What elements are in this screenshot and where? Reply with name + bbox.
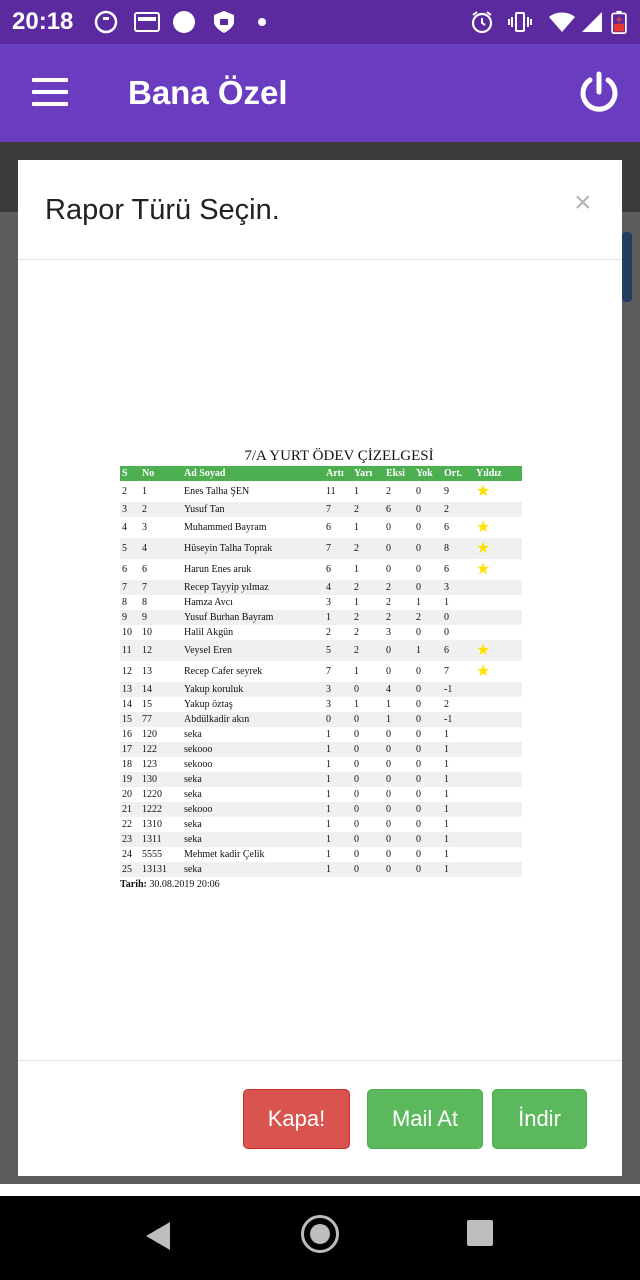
star-icon: ★ (476, 518, 491, 536)
minus-count-cell: 2 (386, 486, 391, 497)
plus-count-cell: 1 (326, 729, 331, 740)
plus-count-cell: 1 (324, 610, 352, 625)
back-icon[interactable] (146, 1222, 170, 1250)
column-header: Yarı (352, 466, 384, 481)
notification-dot (258, 18, 266, 26)
wifi-icon (548, 10, 576, 34)
row-number-cell: 23 (120, 832, 140, 847)
status-bar (0, 0, 640, 44)
student-name-cell: seka (182, 832, 324, 847)
student-no-cell: 9 (140, 610, 182, 625)
star-cell (474, 772, 522, 787)
table-row (120, 862, 522, 877)
average-cell: 1 (442, 772, 474, 787)
star-cell (474, 580, 522, 595)
half-count-cell: 1 (354, 522, 359, 533)
table-row (120, 802, 522, 817)
plus-count-cell: 1 (324, 772, 352, 787)
student-name-cell: Abdülkadir akın (182, 712, 324, 727)
minus-count-cell: 6 (384, 502, 414, 517)
close-icon[interactable]: × (574, 186, 592, 219)
minus-count-cell: 0 (384, 862, 414, 877)
star-cell (474, 595, 522, 610)
average-cell: 1 (442, 802, 474, 817)
star-cell (474, 625, 522, 640)
student-name-cell: sekooo (184, 759, 213, 770)
half-count-cell: 0 (352, 802, 384, 817)
plus-count-cell: 4 (324, 580, 352, 595)
row-number-cell: 19 (120, 772, 140, 787)
row-number-cell: 13 (120, 682, 140, 697)
average-cell: 1 (444, 729, 449, 740)
minus-count-cell: 0 (386, 789, 391, 800)
average-cell: 1 (444, 819, 449, 830)
half-count-cell: 0 (354, 759, 359, 770)
star-icon: ★ (476, 482, 491, 500)
minus-count-cell: 0 (386, 759, 391, 770)
student-name-cell: Halil Akgün (184, 627, 234, 638)
plus-count-cell: 7 (326, 666, 331, 677)
table-row (120, 712, 522, 727)
plus-count-cell: 1 (326, 819, 331, 830)
alarm-icon (470, 10, 494, 34)
column-header: Yıldız (474, 466, 522, 481)
table-row (120, 610, 522, 625)
plus-count-cell: 3 (326, 597, 331, 608)
student-name-cell: seka (184, 819, 202, 830)
row-number-cell: 22 (122, 819, 132, 830)
student-no-cell: 13131 (140, 862, 182, 877)
table-row (120, 595, 522, 610)
column-header: Ad Soyad (182, 466, 324, 481)
minus-count-cell: 3 (386, 627, 391, 638)
absent-count-cell: 0 (414, 538, 442, 559)
absent-count-cell: 0 (416, 666, 421, 677)
student-no-cell: 12 (140, 640, 182, 661)
average-cell: 1 (442, 862, 474, 877)
star-cell (474, 727, 522, 742)
absent-count-cell: 0 (414, 862, 442, 877)
student-name-cell: Yakup koruluk (182, 682, 324, 697)
plus-count-cell: 1 (326, 849, 331, 860)
row-number-cell: 8 (122, 597, 127, 608)
plus-count-cell: 3 (326, 699, 331, 710)
student-name-cell: seka (182, 862, 324, 877)
minus-count-cell: 0 (386, 564, 391, 575)
absent-count-cell: 0 (416, 729, 421, 740)
plus-count-cell: 3 (324, 682, 352, 697)
average-cell: 1 (444, 849, 449, 860)
column-header: No (140, 466, 182, 481)
student-name-cell: Harun Enes aruk (184, 564, 252, 575)
table-row (120, 661, 522, 682)
student-name-cell: sekooo (182, 802, 324, 817)
half-count-cell: 1 (354, 699, 359, 710)
minus-count-cell: 1 (384, 712, 414, 727)
half-count-cell: 2 (352, 610, 384, 625)
average-cell: 3 (442, 580, 474, 595)
student-no-cell: 3 (142, 522, 147, 533)
bottom-gap (0, 1184, 640, 1196)
average-cell: 0 (442, 610, 474, 625)
average-cell: 1 (442, 832, 474, 847)
minus-count-cell: 0 (384, 640, 414, 661)
absent-count-cell: 0 (416, 699, 421, 710)
average-cell: -1 (442, 712, 474, 727)
half-count-cell: 0 (354, 729, 359, 740)
download-button[interactable]: İndir (492, 1089, 587, 1149)
half-count-cell: 1 (354, 564, 359, 575)
row-number-cell: 18 (122, 759, 132, 770)
half-count-cell: 0 (352, 742, 384, 757)
minus-count-cell: 2 (386, 597, 391, 608)
absent-count-cell: 0 (414, 712, 442, 727)
average-cell: 1 (444, 759, 449, 770)
whatsapp-icon (94, 10, 118, 34)
vibrate-icon (508, 10, 532, 34)
student-no-cell: 2 (140, 502, 182, 517)
average-cell: 9 (444, 486, 449, 497)
half-count-cell: 0 (352, 772, 384, 787)
absent-count-cell: 0 (416, 759, 421, 770)
star-cell (474, 757, 522, 772)
minus-count-cell: 1 (386, 699, 391, 710)
absent-count-cell: 1 (414, 640, 442, 661)
student-no-cell: 8 (142, 597, 147, 608)
average-cell: 6 (444, 564, 449, 575)
star-cell (474, 697, 522, 712)
row-number-cell: 12 (122, 666, 132, 677)
average-cell: -1 (442, 682, 474, 697)
row-number-cell: 20 (122, 789, 132, 800)
hamburger-icon[interactable] (32, 78, 68, 106)
absent-count-cell: 2 (414, 610, 442, 625)
student-no-cell: 77 (140, 712, 182, 727)
send-mail-button[interactable]: Mail At (367, 1089, 483, 1149)
half-count-cell: 2 (352, 538, 384, 559)
student-name-cell: Hamza Avcı (184, 597, 233, 608)
report-date-value: 30.08.2019 20:06 (149, 879, 220, 890)
row-number-cell: 9 (120, 610, 140, 625)
row-number-cell: 11 (120, 640, 140, 661)
absent-count-cell: 0 (416, 819, 421, 830)
row-number-cell: 17 (120, 742, 140, 757)
close-button[interactable]: Kapa! (243, 1089, 350, 1149)
plus-count-cell: 6 (326, 564, 331, 575)
table-row (120, 559, 522, 580)
half-count-cell: 2 (354, 627, 359, 638)
student-no-cell: 5555 (142, 849, 162, 860)
star-icon: ★ (474, 538, 522, 559)
student-no-cell: 123 (142, 759, 157, 770)
column-header: Eksi (384, 466, 414, 481)
student-name-cell: Yakup öztaş (184, 699, 233, 710)
student-name-cell: seka (184, 729, 202, 740)
student-no-cell: 130 (140, 772, 182, 787)
row-number-cell: 24 (122, 849, 132, 860)
modal-title: Rapor Türü Seçin. (45, 194, 280, 226)
student-no-cell: 13 (142, 666, 152, 677)
news-icon (134, 10, 160, 34)
absent-count-cell: 0 (416, 849, 421, 860)
row-number-cell: 15 (120, 712, 140, 727)
student-name-cell: sekooo (182, 742, 324, 757)
status-time: 20:18 (12, 8, 74, 35)
signal-icon (580, 10, 604, 34)
average-cell: 2 (444, 699, 449, 710)
modal-footer (18, 1060, 622, 1176)
minus-count-cell: 0 (384, 538, 414, 559)
student-name-cell: Mehmet kadir Çelik (184, 849, 265, 860)
plus-count-cell: 2 (326, 627, 331, 638)
average-cell: 1 (442, 742, 474, 757)
student-no-cell: 1220 (142, 789, 162, 800)
table-row (120, 517, 522, 538)
star-icon: ★ (476, 662, 491, 680)
report-header-row (120, 466, 522, 481)
half-count-cell: 2 (352, 580, 384, 595)
student-name-cell: Enes Talha ŞEN (184, 486, 250, 497)
star-cell (474, 802, 522, 817)
background-card-edge (622, 232, 632, 302)
half-count-cell: 0 (354, 819, 359, 830)
star-cell (474, 610, 522, 625)
minus-count-cell: 0 (384, 832, 414, 847)
table-row (120, 772, 522, 787)
table-row (120, 538, 522, 559)
star-icon: ★ (476, 560, 491, 578)
student-no-cell: 7 (140, 580, 182, 595)
half-count-cell: 0 (352, 682, 384, 697)
table-row (120, 580, 522, 595)
table-row (120, 697, 522, 712)
recent-apps-icon[interactable] (467, 1220, 493, 1246)
app-title: Bana Özel (128, 74, 288, 111)
column-header: Ort. (442, 466, 474, 481)
battery-icon (610, 10, 628, 34)
minus-count-cell: 0 (386, 729, 391, 740)
student-no-cell: 1311 (140, 832, 182, 847)
modal-header (18, 160, 622, 260)
plus-count-cell: 6 (326, 522, 331, 533)
star-cell (474, 817, 522, 832)
student-name-cell: seka (182, 772, 324, 787)
minus-count-cell: 0 (386, 666, 391, 677)
student-name-cell: Recep Cafer seyrek (184, 666, 263, 677)
row-number-cell: 7 (120, 580, 140, 595)
column-header: Artı (324, 466, 352, 481)
star-cell (474, 832, 522, 847)
star-cell (474, 742, 522, 757)
table-row (120, 757, 522, 772)
shield-app-icon (212, 10, 236, 34)
plus-count-cell: 1 (324, 742, 352, 757)
report-title: 7/A YURT ÖDEV ÇİZELGESİ (244, 448, 434, 464)
average-cell: 1 (444, 597, 449, 608)
plus-count-cell: 1 (324, 862, 352, 877)
half-count-cell: 0 (352, 832, 384, 847)
student-name-cell: Muhammed Bayram (184, 522, 267, 533)
row-number-cell: 6 (122, 564, 127, 575)
average-cell: 7 (444, 666, 449, 677)
home-icon[interactable] (301, 1215, 339, 1253)
navigation-bar (0, 1196, 640, 1280)
half-count-cell: 1 (354, 666, 359, 677)
star-cell (474, 712, 522, 727)
absent-count-cell: 0 (416, 789, 421, 800)
plus-count-cell: 1 (326, 759, 331, 770)
absent-count-cell: 0 (414, 742, 442, 757)
plus-count-cell: 11 (326, 486, 336, 497)
minus-count-cell: 0 (384, 772, 414, 787)
student-name-cell: seka (184, 789, 202, 800)
student-no-cell: 120 (142, 729, 157, 740)
half-count-cell: 0 (352, 712, 384, 727)
star-cell (474, 787, 522, 802)
table-row (120, 847, 522, 862)
report-preview (120, 445, 522, 890)
star-cell (474, 847, 522, 862)
student-no-cell: 1 (142, 486, 147, 497)
absent-count-cell: 0 (414, 502, 442, 517)
table-row (120, 832, 522, 847)
row-number-cell: 2 (122, 486, 127, 497)
student-name-cell: Yusuf Tan (182, 502, 324, 517)
half-count-cell: 2 (352, 502, 384, 517)
minus-count-cell: 2 (384, 580, 414, 595)
absent-count-cell: 0 (416, 522, 421, 533)
absent-count-cell: 0 (416, 486, 421, 497)
star-cell (474, 862, 522, 877)
student-no-cell: 122 (140, 742, 182, 757)
student-name-cell: Veysel Eren (182, 640, 324, 661)
plus-count-cell: 5 (324, 640, 352, 661)
average-cell: 0 (444, 627, 449, 638)
report-date (120, 879, 522, 890)
minus-count-cell: 2 (384, 610, 414, 625)
absent-count-cell: 0 (414, 772, 442, 787)
row-number-cell: 3 (120, 502, 140, 517)
row-number-cell: 10 (122, 627, 132, 638)
minus-count-cell: 0 (384, 742, 414, 757)
row-number-cell: 4 (122, 522, 127, 533)
student-no-cell: 10 (142, 627, 152, 638)
plus-count-cell: 7 (324, 538, 352, 559)
absent-count-cell: 0 (414, 682, 442, 697)
half-count-cell: 0 (354, 849, 359, 860)
table-row (120, 625, 522, 640)
plus-count-cell: 1 (324, 832, 352, 847)
row-number-cell: 5 (120, 538, 140, 559)
student-name-cell: Yusuf Burhan Bayram (182, 610, 324, 625)
student-no-cell: 1222 (140, 802, 182, 817)
row-number-cell: 21 (120, 802, 140, 817)
plus-count-cell: 0 (324, 712, 352, 727)
minus-count-cell: 0 (386, 849, 391, 860)
table-row (120, 817, 522, 832)
power-icon[interactable] (576, 70, 622, 116)
minus-count-cell: 0 (384, 802, 414, 817)
column-header: S (120, 466, 140, 481)
absent-count-cell: 0 (416, 564, 421, 575)
plus-count-cell: 1 (326, 789, 331, 800)
table-row (120, 502, 522, 517)
student-name-cell: Hüseyin Talha Toprak (182, 538, 324, 559)
student-no-cell: 1310 (142, 819, 162, 830)
row-number-cell: 25 (120, 862, 140, 877)
student-no-cell: 4 (140, 538, 182, 559)
circle-icon (172, 10, 196, 34)
table-row (120, 787, 522, 802)
minus-count-cell: 0 (386, 522, 391, 533)
half-count-cell: 2 (352, 640, 384, 661)
plus-count-cell: 1 (324, 802, 352, 817)
student-no-cell: 6 (142, 564, 147, 575)
student-no-cell: 15 (142, 699, 152, 710)
report-date-label: Tarih: (120, 879, 147, 890)
average-cell: 8 (442, 538, 474, 559)
modal-body (18, 260, 622, 1060)
star-cell (474, 682, 522, 697)
student-name-cell: Recep Tayyip yılmaz (182, 580, 324, 595)
half-count-cell: 0 (352, 862, 384, 877)
absent-count-cell: 0 (416, 627, 421, 638)
average-cell: 6 (444, 522, 449, 533)
student-no-cell: 14 (140, 682, 182, 697)
average-cell: 6 (442, 640, 474, 661)
average-cell: 1 (444, 789, 449, 800)
plus-count-cell: 7 (324, 502, 352, 517)
table-row (120, 481, 522, 502)
minus-count-cell: 4 (384, 682, 414, 697)
column-header: Yok (414, 466, 442, 481)
report-table (120, 466, 522, 877)
absent-count-cell: 0 (414, 802, 442, 817)
absent-count-cell: 1 (416, 597, 421, 608)
half-count-cell: 1 (354, 486, 359, 497)
absent-count-cell: 0 (414, 832, 442, 847)
table-row (120, 682, 522, 697)
minus-count-cell: 0 (386, 819, 391, 830)
row-number-cell: 14 (122, 699, 132, 710)
average-cell: 2 (442, 502, 474, 517)
table-row (120, 640, 522, 661)
table-row (120, 727, 522, 742)
table-row (120, 742, 522, 757)
row-number-cell: 16 (122, 729, 132, 740)
half-count-cell: 1 (354, 597, 359, 608)
report-type-modal (18, 160, 622, 1176)
star-icon: ★ (474, 640, 522, 661)
app-bar (0, 44, 640, 142)
half-count-cell: 0 (354, 789, 359, 800)
star-cell (474, 502, 522, 517)
absent-count-cell: 0 (414, 580, 442, 595)
